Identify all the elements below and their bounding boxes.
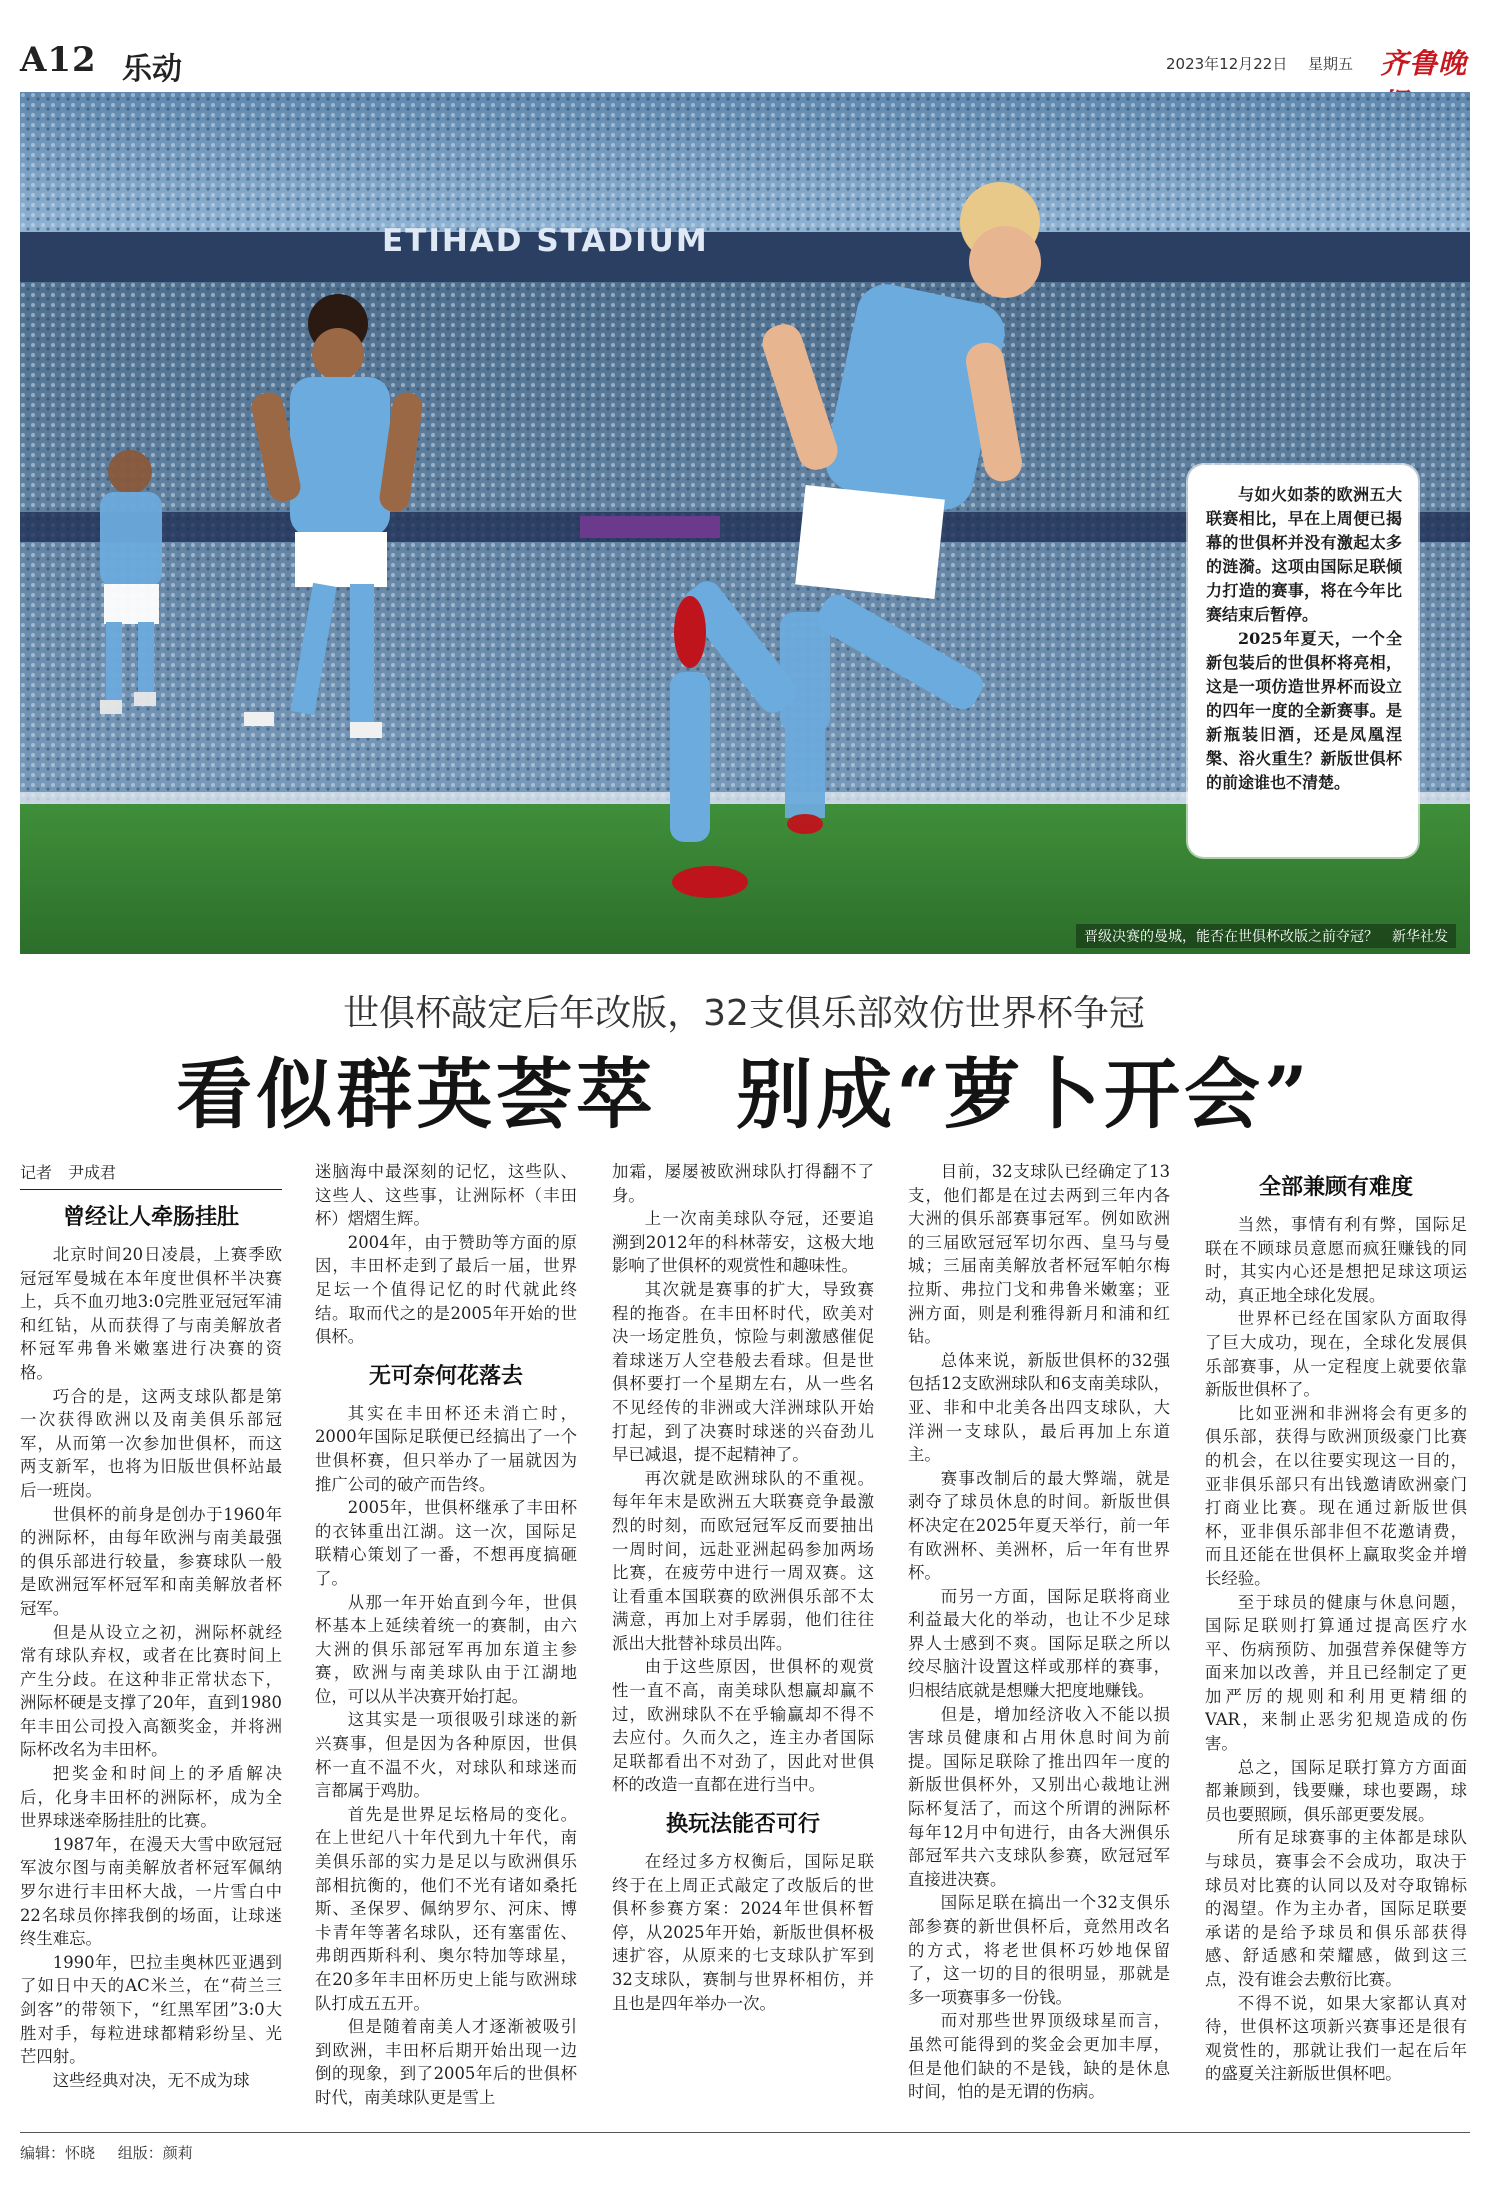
paragraph: 北京时间20日凌晨，上赛季欧冠冠军曼城在本年度世俱杯半决赛上，兵不血刃地3:0完胜亚冠冠军浦和红钻，从而获得了与南美解放者杯冠军弗鲁米嫩塞进行决赛的资格。 — [20, 1245, 282, 1382]
paragraph: 所有足球赛事的主体都是球队与球员，赛事会不会成功，取决于球员对比赛的认同以及对夺取锦标的渴望。作为主办者，国际足联要承诺的是给予球员和俱乐部获得感、舒适感和荣耀感，做到这三点，没有谁会去敷衍比赛。 — [1205, 1828, 1467, 1989]
paragraph: 其实在丰田杯还未消亡时，2000年国际足联便已经搞出了一个世俱杯赛，但只举办了一届就因为推广公司的破产而告终。 — [315, 1403, 577, 1494]
paragraph: 首先是世界足坛格局的变化。在上世纪八十年代到九十年代，南美俱乐部的实力是足以与欧洲俱乐部相抗衡的，他们不光有诸如桑托斯、圣保罗、佩纳罗尔、河床、博卡青年等著名球队，还有塞雷佐、弗朗西斯科利、奥尔特加等球星，在20多年丰田杯历史上能与欧洲球队打成五五开。 — [315, 1804, 577, 2013]
paragraph: 但是从设立之初，洲际杯就经常有球队弃权，或者在比赛时间上产生分歧。在这种非正常状态下，洲际杯硬是支撑了20年，直到1980年丰田公司投入高额奖金，并将洲际杯改名为丰田杯。 — [20, 1622, 282, 1760]
article-column-5 — [1205, 1160, 1467, 2120]
paragraph: 上一次南美球队夺冠，还要追溯到2012年的科林蒂安，这极大地影响了世俱杯的观赏性和趣味性。 — [612, 1209, 874, 1276]
article-title: 看似群英荟萃 别成“萝卜开会” — [176, 1050, 1312, 1139]
paragraph: 再次就是欧洲球队的不重视。每年年末是欧洲五大联赛竞争最激烈的时刻，而欧冠冠军反而要抽出一周时间，远赴亚洲起码参加两场比赛，在疲劳中进行一周双赛。这让看重本国联赛的欧洲俱乐部不太满意，再加上对手孱弱，他们往往派出大批替补球员出阵。 — [612, 1468, 874, 1653]
paragraph: 1990年，巴拉圭奥林匹亚遇到了如日中天的AC米兰，在“荷兰三剑客”的带领下，“红黑军团”3:0大胜对手，每粒进球都精彩纷呈、光芒四射。 — [20, 1952, 282, 2067]
paragraph: 但是，增加经济收入不能以损害球员健康和占用休息时间为前提。国际足联除了推出四年一度的新版世俱杯外，又别出心裁地让洲际杯复活了，而这个所谓的洲际杯每年12月中旬进行，由各大洲俱乐部冠军共六支球队参赛，欧冠冠军直接进决赛。 — [908, 1704, 1170, 1889]
footer-divider — [20, 2132, 1470, 2133]
page-header — [20, 40, 1470, 90]
section-heading: 全部兼顾有难度 — [1258, 1174, 1413, 1200]
paragraph: 把奖金和时间上的矛盾解决后，化身丰田杯的洲际杯，成为全世界球迷牵肠挂肚的比赛。 — [20, 1764, 282, 1831]
section-heading: 换玩法能否可行 — [665, 1811, 820, 1838]
paragraph: 其次就是赛事的扩大，导致赛程的拖沓。在丰田杯时代，欧美对决一场定胜负，惊险与刺激感催促着球迷万人空巷般去看球。但是世俱杯要打一个星期左右，从一些名不见经传的非洲或大洋洲球队开始打起，到了决赛时球迷的兴奋劲儿早已减退，提不起精神了。 — [612, 1279, 874, 1465]
paragraph: 巧合的是，这两支球队都是第一次获得欧洲以及南美俱乐部冠军，从而第一次参加世俱杯，而这两支新军，也将为旧版世俱杯站最后一班岗。 — [20, 1386, 282, 1500]
paragraph: 至于球员的健康与休息问题，国际足联则打算通过提高医疗水平、伤病预防、加强营养保健等方面来加以改善，并且已经制定了更加严厉的规则和利用更精细的VAR，来制止恶劣犯规造成的伤害。 — [1205, 1592, 1467, 1754]
photo-caption: 晋级决赛的曼城，能否在世俱杯改版之前夺冠？ 新华社发 — [1076, 924, 1456, 948]
lead-photo — [20, 92, 1470, 954]
paragraph: 2004年，由于赞助等方面的原因，丰田杯走到了最后一届，世界足坛一个值得记忆的时代就此终结。取而代之的是2005年开始的世俱杯。 — [315, 1232, 577, 1347]
issue-weekday: 星期五 — [1308, 55, 1354, 73]
paragraph: 而对那些世界顶级球星而言，虽然可能得到的奖金会更加丰厚，但是他们缺的不是钱，缺的是休息时间，怕的是无谓的伤病。 — [908, 2011, 1170, 2102]
paragraph: 迷脑海中最深刻的记忆，这些队、这些人、这些事，让洲际杯（丰田杯）熠熠生辉。 — [315, 1162, 577, 1229]
article-column-4 — [908, 1160, 1170, 2120]
layout-credit: 组版：颜莉 — [117, 2144, 193, 2162]
stadium-sign: ETIHAD STADIUM — [382, 223, 709, 259]
page-footer — [20, 2142, 211, 2163]
paragraph: 比如亚洲和非洲将会有更多的俱乐部，获得与欧洲顶级豪门比赛的机会，在以往要实现这一目的，亚非俱乐部只有出钱邀请欧洲豪门打商业比赛。现在通过新版世俱杯，亚非俱乐部非但不花邀请费，而且还能在世俱杯上赢取奖金并增长经验。 — [1205, 1403, 1467, 1588]
article-column-3 — [612, 1160, 874, 2120]
intro-callout — [1188, 465, 1418, 857]
paragraph: 国际足联在搞出一个32支俱乐部参赛的新世俱杯后，竟然用改名的方式，将老世俱杯巧妙地保留了，这一切的目的很明显，那就是多一项赛事多一份钱。 — [908, 1893, 1170, 2007]
article-column-2 — [315, 1160, 577, 2120]
editor-credit: 编辑：怀晓 — [20, 2144, 96, 2162]
player-far-right — [780, 612, 830, 834]
paragraph: 加霜，屡屡被欧洲球队打得翻不了身。 — [612, 1162, 874, 1205]
paragraph: 在经过多方权衡后，国际足联终于在上周正式敲定了改版后的世俱杯参赛方案：2024年世俱杯暂停，从2025年开始，新版世俱杯极速扩容，从原来的七支球队扩军到32支球队，赛制与世界杯相仿，并且也是四年举办一次。 — [612, 1852, 874, 2013]
paragraph: 不得不说，如果大家都认真对待，世俱杯这项新兴赛事还是很有观赏性的，那就让我们一起在后年的盛夏关注新版世俱杯吧。 — [1205, 1993, 1467, 2084]
paragraph: 赛事改制后的最大弊端，就是剥夺了球员休息的时间。新版世俱杯决定在2025年夏天举行，前一年有欧洲杯、美洲杯，后一年有世界杯。 — [908, 1468, 1170, 1583]
issue-date: 2023年12月22日 — [1166, 55, 1288, 73]
paragraph: 总体来说，新版世俱杯的32强包括12支欧洲球队和6支南美球队，亚、非和中北美各出四支球队，大洋洲一支球队，最后再加上东道主。 — [908, 1350, 1170, 1465]
byline: 记者 尹成君 — [20, 1160, 282, 1190]
paragraph: 1987年，在漫天大雪中欧冠冠军波尔图与南美解放者杯冠军佩纳罗尔进行丰田杯大战，一片雪白中22名球员你摔我倒的场面，让球迷终生难忘。 — [20, 1834, 282, 1949]
section-name: 乐动 — [122, 52, 182, 87]
article-column-1 — [20, 1160, 282, 2120]
section-heading: 曾经让人牵肠挂肚 — [62, 1204, 239, 1230]
section-heading: 无可奈何花落去 — [368, 1362, 523, 1389]
stadium-band — [20, 232, 1470, 282]
callout-paragraph: 2025年夏天，一个全新包装后的世俱杯将亮相，这是一项仿造世界杯而设立的四年一度的全新赛事。是新瓶装旧酒，还是凤凰涅槃、浴火重生？新版世俱杯的前途谁也不清楚。 — [1206, 629, 1402, 792]
paragraph: 当然，事情有利有弊，国际足联在不顾球员意愿而疯狂赚钱的同时，其实内心还是想把足球这项运动，真正地全球化发展。 — [1205, 1215, 1467, 1305]
paragraph: 这些经典对决，无不成为球 — [52, 2070, 250, 2090]
paragraph: 目前，32支球队已经确定了13支，他们都是在过去两到三年内各大洲的俱乐部赛事冠军。例如欧洲的三届欧冠冠军切尔西、皇马与曼城；三届南美解放者杯冠军帕尔梅拉斯、弗拉门戈和弗鲁米嫩塞；亚洲方面，则是利雅得新月和浦和红钻。 — [908, 1162, 1170, 1347]
paragraph: 由于这些原因，世俱杯的观赏性一直不高，南美球队想赢却赢不过，欧洲球队不在乎输赢却不得不去应付。久而久之，连主办者国际足联都看出不对劲了，因此对世俱杯的改造一直都在进行当中。 — [612, 1657, 874, 1795]
paragraph: 这其实是一项很吸引球迷的新兴赛事，但是因为各种原因，世俱杯一直不温不火，对球队和球迷而言都属于鸡肋。 — [315, 1710, 577, 1801]
callout-paragraph: 与如火如荼的欧洲五大联赛相比，早在上周便已揭幕的世俱杯并没有激起太多的涟漪。这项由国际足联倾力打造的赛事，将在今年比赛结束后暂停。 — [1206, 485, 1402, 624]
paragraph: 但是随着南美人才逐渐被吸引到欧洲，丰田杯后期开始出现一边倒的现象，到了2005年后的世俱杯时代，南美球队更是雪上 — [315, 2017, 577, 2107]
paragraph: 而另一方面，国际足联将商业利益最大化的举动，也让不少足球界人士感到不爽。国际足联之所以绞尽脑汁设置这样或那样的赛事，归根结底就是想赚大把度地赚钱。 — [908, 1586, 1170, 1701]
paragraph: 世界杯已经在国家队方面取得了巨大成功，现在，全球化发展俱乐部赛事，从一定程度上就要依靠新版世俱杯了。 — [1205, 1309, 1467, 1400]
paragraph: 2005年，世俱杯继承了丰田杯的衣钵重出江湖。这一次，国际足联精心策划了一番，不想再度搞砸了。 — [315, 1498, 577, 1588]
paragraph: 从那一年开始直到今年，世俱杯基本上延续着统一的赛制，由六大洲的俱乐部冠军再加东道主参赛，欧洲与南美球队由于江湖地位，可以从半决赛开始打起。 — [315, 1592, 577, 1706]
paragraph: 总之，国际足联打算方方面面都兼顾到，钱要赚，球也要踢，球员也要照顾，俱乐部更要发展。 — [1205, 1757, 1467, 1824]
masthead-logo: 齐鲁晚 — [1380, 47, 1468, 80]
paragraph: 世俱杯的前身是创办于1960年的洲际杯，由每年欧洲与南美最强的俱乐部进行较量，参赛球队一般是欧洲冠军杯冠军和南美解放者杯冠军。 — [20, 1504, 282, 1618]
article-subtitle: 世俱杯敲定后年改版，32支俱乐部效仿世界杯争冠 — [343, 993, 1145, 1034]
page-number: A12 — [20, 40, 97, 80]
